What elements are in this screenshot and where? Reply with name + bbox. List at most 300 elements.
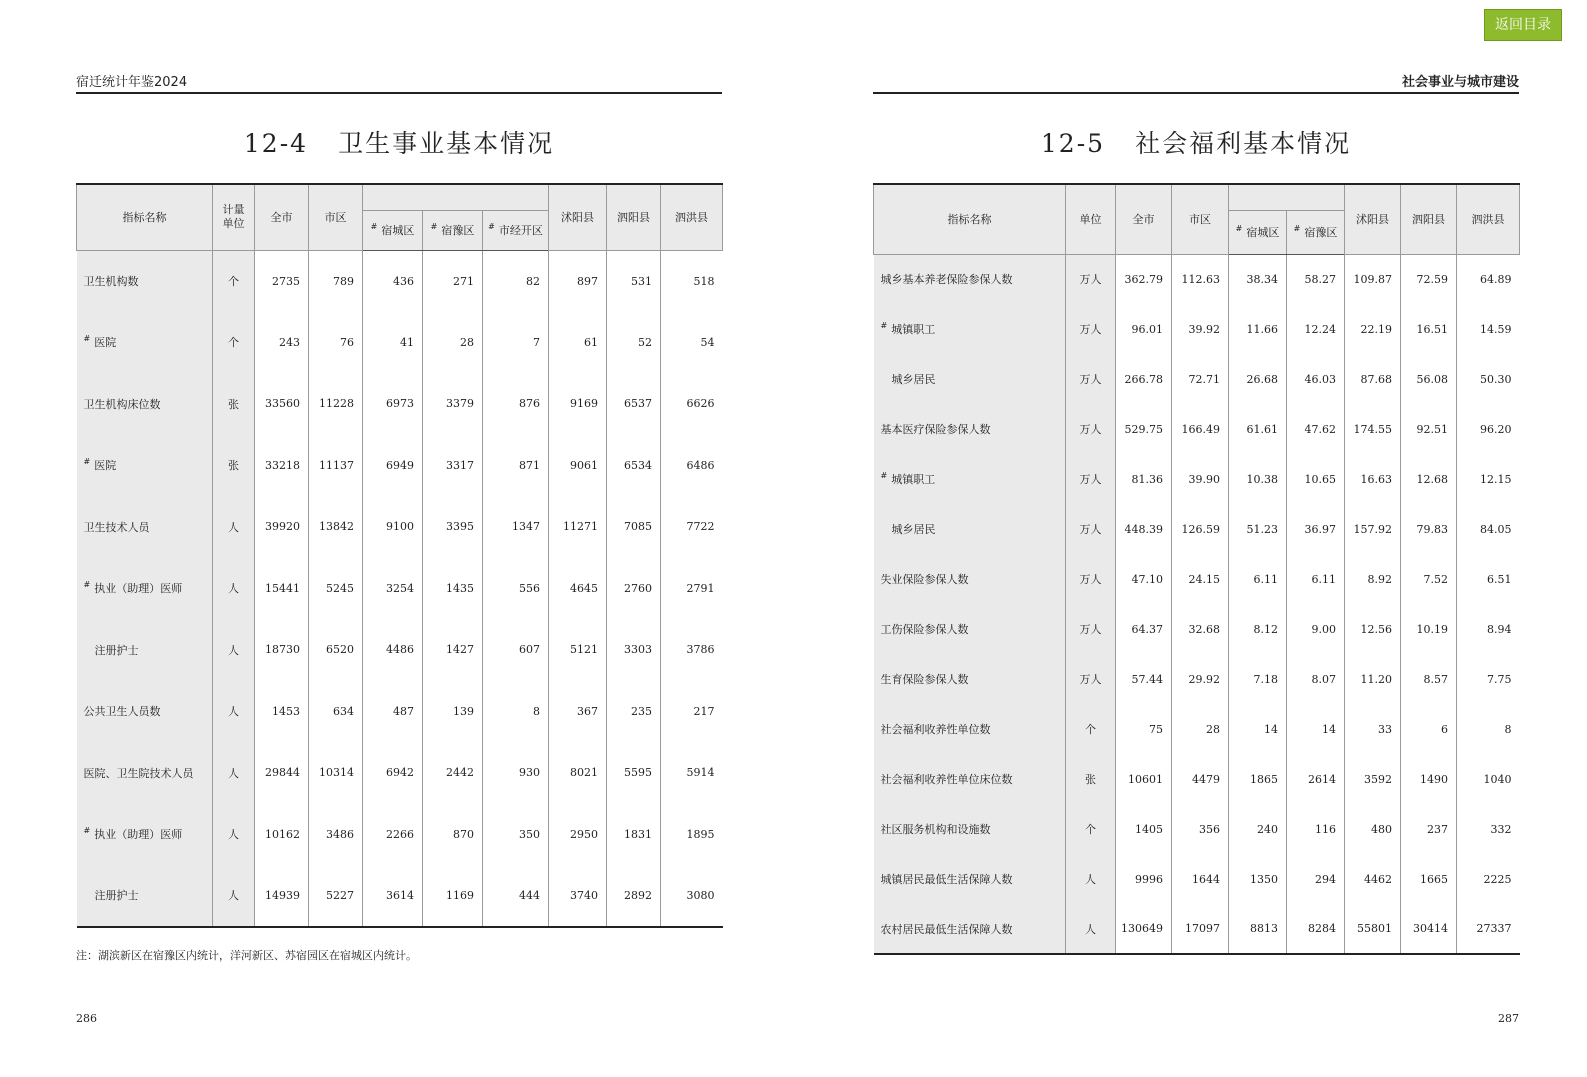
- cell-value: 7085: [607, 496, 661, 558]
- cell-value: 11271: [549, 496, 607, 558]
- row-label-text: 医院: [94, 336, 117, 350]
- cell-value: 139: [423, 681, 483, 743]
- cell-value: 2892: [607, 865, 661, 927]
- cell-value: 3080: [661, 865, 723, 927]
- cell-value: 4486: [363, 619, 423, 681]
- cell-value: 61.61: [1229, 404, 1287, 454]
- row-label-text: 城镇职工: [891, 323, 936, 336]
- header-unit: 单位: [1066, 184, 1116, 254]
- cell-value: 3740: [549, 865, 607, 927]
- table-row: [77, 681, 723, 743]
- cell-value: 607: [483, 619, 549, 681]
- row-label-text: 社会福利收养性单位床位数: [880, 773, 1013, 786]
- cell-value: 3317: [423, 435, 483, 497]
- cell-value: 58.27: [1287, 254, 1345, 304]
- table-row: [77, 312, 723, 374]
- row-unit: 万人: [1066, 454, 1116, 504]
- cell-value: 47.10: [1116, 554, 1172, 604]
- table-title-12-5: [873, 124, 1519, 160]
- row-unit: 张: [213, 373, 255, 435]
- row-label-text: 注册护士: [94, 643, 139, 657]
- sub-item-marker: #: [880, 321, 888, 330]
- table-row: [77, 435, 723, 497]
- cell-value: 16.51: [1401, 304, 1457, 354]
- cell-value: 13842: [309, 496, 363, 558]
- right-page: [873, 0, 1519, 1077]
- row-label: [77, 250, 213, 312]
- cell-value: 930: [483, 742, 549, 804]
- cell-value: 79.83: [1401, 504, 1457, 554]
- cell-value: 15441: [255, 558, 309, 620]
- table-row: [77, 250, 723, 312]
- cell-value: 350: [483, 804, 549, 866]
- sub-marker: #: [370, 222, 378, 231]
- cell-value: 39.90: [1172, 454, 1229, 504]
- cell-value: 876: [483, 373, 549, 435]
- row-label-text: 卫生机构数: [83, 275, 139, 288]
- row-label: [874, 654, 1066, 704]
- table-number: 12-5: [1040, 129, 1106, 158]
- cell-value: 51.23: [1229, 504, 1287, 554]
- cell-value: 14: [1229, 704, 1287, 754]
- cell-value: 9100: [363, 496, 423, 558]
- cell-value: 27337: [1457, 904, 1520, 954]
- row-unit: 人: [1066, 854, 1116, 904]
- sub-marker: #: [488, 222, 495, 231]
- health-table: [76, 183, 723, 928]
- table-row: [874, 854, 1520, 904]
- cell-value: 518: [661, 250, 723, 312]
- cell-value: 28: [1172, 704, 1229, 754]
- cell-value: 96.01: [1116, 304, 1172, 354]
- cell-value: 96.20: [1457, 404, 1520, 454]
- cell-value: 55801: [1345, 904, 1401, 954]
- row-label-text: 城乡居民: [891, 373, 936, 386]
- cell-value: 1865: [1229, 754, 1287, 804]
- row-label: [874, 404, 1066, 454]
- row-unit: 万人: [1066, 404, 1116, 454]
- table-title-text: 卫生事业基本情况: [338, 129, 555, 158]
- cell-value: 2950: [549, 804, 607, 866]
- row-label: [77, 619, 213, 681]
- row-label-text: 城乡居民: [891, 523, 936, 536]
- cell-value: 10.65: [1287, 454, 1345, 504]
- cell-value: 109.87: [1345, 254, 1401, 304]
- cell-value: 16.63: [1345, 454, 1401, 504]
- cell-value: 112.63: [1172, 254, 1229, 304]
- cell-value: 64.89: [1457, 254, 1520, 304]
- cell-value: 14939: [255, 865, 309, 927]
- row-label-text: 执业（助理）医师: [94, 828, 183, 842]
- row-unit: 人: [213, 496, 255, 558]
- cell-value: 480: [1345, 804, 1401, 854]
- cell-value: 33: [1345, 704, 1401, 754]
- cell-value: 6973: [363, 373, 423, 435]
- table-row: [77, 619, 723, 681]
- cell-value: 8.57: [1401, 654, 1457, 704]
- cell-value: 444: [483, 865, 549, 927]
- cell-value: 531: [607, 250, 661, 312]
- header-shuyang: 沭阳县: [549, 184, 607, 250]
- row-unit: 人: [213, 742, 255, 804]
- cell-value: 126.59: [1172, 504, 1229, 554]
- cell-value: 39920: [255, 496, 309, 558]
- cell-value: 72.59: [1401, 254, 1457, 304]
- cell-value: 1347: [483, 496, 549, 558]
- row-unit: 人: [213, 681, 255, 743]
- left-page: [76, 0, 722, 1077]
- row-unit: 张: [213, 435, 255, 497]
- row-unit: 人: [213, 619, 255, 681]
- cell-value: 4645: [549, 558, 607, 620]
- row-label: [874, 854, 1066, 904]
- table-row: [874, 754, 1520, 804]
- row-label: [77, 496, 213, 558]
- cell-value: 2760: [607, 558, 661, 620]
- cell-value: 487: [363, 681, 423, 743]
- header-urban: 市区: [309, 184, 363, 250]
- cell-value: 7: [483, 312, 549, 374]
- table-row: [874, 704, 1520, 754]
- sub-item-marker: #: [83, 826, 91, 836]
- cell-value: 174.55: [1345, 404, 1401, 454]
- cell-value: 243: [255, 312, 309, 374]
- cell-value: 367: [549, 681, 607, 743]
- cell-value: 332: [1457, 804, 1520, 854]
- cell-value: 92.51: [1401, 404, 1457, 454]
- cell-value: 3303: [607, 619, 661, 681]
- row-label: [874, 704, 1066, 754]
- cell-value: 5227: [309, 865, 363, 927]
- cell-value: 11.66: [1229, 304, 1287, 354]
- header-suyu: [1287, 210, 1345, 254]
- table-row: [874, 304, 1520, 354]
- cell-value: 3786: [661, 619, 723, 681]
- cell-value: 6942: [363, 742, 423, 804]
- row-label-text: 医院、卫生院技术人员: [83, 766, 194, 780]
- cell-value: 3592: [1345, 754, 1401, 804]
- cell-value: 36.97: [1287, 504, 1345, 554]
- sub-item-marker: #: [83, 580, 91, 590]
- header-unit-text: 计量单位: [222, 203, 245, 231]
- table-row: [874, 654, 1520, 704]
- row-unit: 张: [1066, 754, 1116, 804]
- row-label-text: 基本医疗保险参保人数: [880, 423, 991, 436]
- row-unit: 个: [213, 250, 255, 312]
- cell-value: 8813: [1229, 904, 1287, 954]
- cell-value: 28: [423, 312, 483, 374]
- row-label-text: 社区服务机构和设施数: [880, 823, 991, 836]
- header-indicator: 指标名称: [874, 184, 1066, 254]
- cell-value: 157.92: [1345, 504, 1401, 554]
- table-row: [874, 504, 1520, 554]
- cell-value: 789: [309, 250, 363, 312]
- cell-value: 41: [363, 312, 423, 374]
- row-unit: 人: [213, 558, 255, 620]
- cell-value: 1665: [1401, 854, 1457, 904]
- cell-value: 54: [661, 312, 723, 374]
- cell-value: 3379: [423, 373, 483, 435]
- cell-value: 362.79: [1116, 254, 1172, 304]
- cell-value: 1453: [255, 681, 309, 743]
- cell-value: 14.59: [1457, 304, 1520, 354]
- cell-value: 116: [1287, 804, 1345, 854]
- cell-value: 9.00: [1287, 604, 1345, 654]
- page-number-right: 287: [1498, 1012, 1519, 1025]
- cell-value: 32.68: [1172, 604, 1229, 654]
- cell-value: 240: [1229, 804, 1287, 854]
- cell-value: 76: [309, 312, 363, 374]
- row-label: [77, 804, 213, 866]
- cell-value: 266.78: [1116, 354, 1172, 404]
- cell-value: 61: [549, 312, 607, 374]
- row-label: [874, 604, 1066, 654]
- sub-item-marker: #: [83, 334, 91, 344]
- cell-value: 11137: [309, 435, 363, 497]
- header-total: 全市: [1116, 184, 1172, 254]
- cell-value: 1169: [423, 865, 483, 927]
- table-row: [874, 604, 1520, 654]
- row-label-text: 公共卫生人员数: [83, 705, 161, 719]
- cell-value: 4479: [1172, 754, 1229, 804]
- row-unit: 个: [1066, 804, 1116, 854]
- cell-value: 47.62: [1287, 404, 1345, 454]
- chapter-title: 社会事业与城市建设: [1401, 75, 1519, 90]
- header-sucheng-text: 宿城区: [1246, 226, 1280, 239]
- header-sucheng-text: 宿城区: [381, 224, 415, 237]
- cell-value: 10162: [255, 804, 309, 866]
- cell-value: 6626: [661, 373, 723, 435]
- cell-value: 2735: [255, 250, 309, 312]
- running-head-right: [873, 76, 1519, 94]
- row-unit: 万人: [1066, 254, 1116, 304]
- row-unit: 万人: [1066, 304, 1116, 354]
- row-label: [77, 742, 213, 804]
- row-unit: 个: [213, 312, 255, 374]
- cell-value: 9061: [549, 435, 607, 497]
- sub-item-marker: #: [880, 471, 888, 480]
- row-label-text: 卫生机构床位数: [83, 397, 161, 411]
- cell-value: 8.12: [1229, 604, 1287, 654]
- header-suyu: [423, 210, 483, 250]
- cell-value: 11228: [309, 373, 363, 435]
- cell-value: 237: [1401, 804, 1457, 854]
- sub-item-marker: #: [83, 457, 91, 467]
- row-label: [77, 865, 213, 927]
- header-kaifaqu-text: 市经开区: [498, 224, 543, 237]
- cell-value: 6.51: [1457, 554, 1520, 604]
- cell-value: 81.36: [1116, 454, 1172, 504]
- table-row: [874, 554, 1520, 604]
- cell-value: 12.56: [1345, 604, 1401, 654]
- cell-value: 12.68: [1401, 454, 1457, 504]
- cell-value: 87.68: [1345, 354, 1401, 404]
- cell-value: 8.07: [1287, 654, 1345, 704]
- cell-value: 30414: [1401, 904, 1457, 954]
- cell-value: 5245: [309, 558, 363, 620]
- cell-value: 24.15: [1172, 554, 1229, 604]
- sub-marker: #: [430, 222, 438, 231]
- header-sucheng: [363, 210, 423, 250]
- header-urban-subgroup: [363, 184, 549, 210]
- header-sucheng: [1229, 210, 1287, 254]
- row-label: [77, 373, 213, 435]
- cell-value: 1435: [423, 558, 483, 620]
- cell-value: 1040: [1457, 754, 1520, 804]
- cell-value: 84.05: [1457, 504, 1520, 554]
- cell-value: 294: [1287, 854, 1345, 904]
- row-label: [874, 754, 1066, 804]
- running-head-left: [76, 76, 722, 94]
- cell-value: 10601: [1116, 754, 1172, 804]
- row-label: [874, 254, 1066, 304]
- row-label-text: 工伤保险参保人数: [880, 623, 969, 636]
- cell-value: 5121: [549, 619, 607, 681]
- row-unit: 人: [213, 865, 255, 927]
- table-title-text: 社会福利基本情况: [1135, 129, 1352, 158]
- cell-value: 2791: [661, 558, 723, 620]
- cell-value: 356: [1172, 804, 1229, 854]
- header-sihong: 泗洪县: [1457, 184, 1520, 254]
- cell-value: 6949: [363, 435, 423, 497]
- cell-value: 12.15: [1457, 454, 1520, 504]
- row-label-text: 城镇职工: [891, 473, 936, 486]
- header-urban: 市区: [1172, 184, 1229, 254]
- header-shuyang: 沭阳县: [1345, 184, 1401, 254]
- cell-value: 72.71: [1172, 354, 1229, 404]
- row-unit: 万人: [1066, 504, 1116, 554]
- row-label-text: 城镇居民最低生活保障人数: [880, 873, 1013, 886]
- row-label-text: 农村居民最低生活保障人数: [880, 922, 1013, 936]
- sub-marker: #: [1235, 224, 1243, 233]
- cell-value: 8.94: [1457, 604, 1520, 654]
- cell-value: 8: [1457, 704, 1520, 754]
- cell-value: 2225: [1457, 854, 1520, 904]
- cell-value: 1490: [1401, 754, 1457, 804]
- table-row: [77, 373, 723, 435]
- row-label: [77, 435, 213, 497]
- cell-value: 9996: [1116, 854, 1172, 904]
- welfare-table: [873, 183, 1520, 955]
- row-unit: 万人: [1066, 654, 1116, 704]
- cell-value: 6537: [607, 373, 661, 435]
- cell-value: 3614: [363, 865, 423, 927]
- sub-marker: #: [1293, 224, 1301, 233]
- cell-value: 11.20: [1345, 654, 1401, 704]
- row-unit: 人: [213, 804, 255, 866]
- cell-value: 6: [1401, 704, 1457, 754]
- cell-value: 6534: [607, 435, 661, 497]
- cell-value: 52: [607, 312, 661, 374]
- yearbook-title: 宿迁统计年鉴2024: [76, 75, 188, 90]
- cell-value: 56.08: [1401, 354, 1457, 404]
- cell-value: 870: [423, 804, 483, 866]
- table-row: [77, 804, 723, 866]
- cell-value: 556: [483, 558, 549, 620]
- cell-value: 10.19: [1401, 604, 1457, 654]
- cell-value: 217: [661, 681, 723, 743]
- table-row: [77, 742, 723, 804]
- row-label: [874, 504, 1066, 554]
- row-unit: 万人: [1066, 554, 1116, 604]
- cell-value: 64.37: [1116, 604, 1172, 654]
- row-label-text: 医院: [94, 459, 117, 473]
- cell-value: 17097: [1172, 904, 1229, 954]
- header-total: 全市: [255, 184, 309, 250]
- cell-value: 130649: [1116, 904, 1172, 954]
- table-row: [77, 558, 723, 620]
- cell-value: 18730: [255, 619, 309, 681]
- row-label-text: 生育保险参保人数: [880, 673, 969, 686]
- row-label: [77, 558, 213, 620]
- cell-value: 82: [483, 250, 549, 312]
- cell-value: 9169: [549, 373, 607, 435]
- cell-value: 6520: [309, 619, 363, 681]
- cell-value: 897: [549, 250, 607, 312]
- cell-value: 6.11: [1229, 554, 1287, 604]
- cell-value: 3486: [309, 804, 363, 866]
- cell-value: 8.92: [1345, 554, 1401, 604]
- header-unit: [213, 184, 255, 250]
- table-row: [874, 454, 1520, 504]
- cell-value: 29.92: [1172, 654, 1229, 704]
- cell-value: 12.24: [1287, 304, 1345, 354]
- cell-value: 10.38: [1229, 454, 1287, 504]
- cell-value: 5595: [607, 742, 661, 804]
- cell-value: 1831: [607, 804, 661, 866]
- header-suyu-text: 宿豫区: [1304, 226, 1338, 239]
- back-to-contents-button[interactable]: 返回目录: [1484, 9, 1562, 41]
- cell-value: 3395: [423, 496, 483, 558]
- table-row: [874, 354, 1520, 404]
- row-label: [77, 312, 213, 374]
- cell-value: 3254: [363, 558, 423, 620]
- row-label: [874, 454, 1066, 504]
- cell-value: 8021: [549, 742, 607, 804]
- header-sihong: 泗洪县: [661, 184, 723, 250]
- cell-value: 7.75: [1457, 654, 1520, 704]
- cell-value: 271: [423, 250, 483, 312]
- row-label-text: 失业保险参保人数: [880, 573, 969, 586]
- cell-value: 50.30: [1457, 354, 1520, 404]
- header-siyang: 泗阳县: [607, 184, 661, 250]
- row-label: [874, 354, 1066, 404]
- cell-value: 7722: [661, 496, 723, 558]
- header-kaifaqu: [483, 210, 549, 250]
- cell-value: 29844: [255, 742, 309, 804]
- table-row: [874, 804, 1520, 854]
- cell-value: 2266: [363, 804, 423, 866]
- cell-value: 436: [363, 250, 423, 312]
- cell-value: 7.52: [1401, 554, 1457, 604]
- cell-value: 39.92: [1172, 304, 1229, 354]
- cell-value: 2614: [1287, 754, 1345, 804]
- cell-value: 46.03: [1287, 354, 1345, 404]
- cell-value: 166.49: [1172, 404, 1229, 454]
- cell-value: 75: [1116, 704, 1172, 754]
- cell-value: 26.68: [1229, 354, 1287, 404]
- cell-value: 1405: [1116, 804, 1172, 854]
- cell-value: 38.34: [1229, 254, 1287, 304]
- row-label: [874, 554, 1066, 604]
- table-row: [77, 496, 723, 558]
- cell-value: 5914: [661, 742, 723, 804]
- cell-value: 57.44: [1116, 654, 1172, 704]
- cell-value: 22.19: [1345, 304, 1401, 354]
- cell-value: 529.75: [1116, 404, 1172, 454]
- page-number-left: 286: [76, 1012, 97, 1025]
- row-unit: 个: [1066, 704, 1116, 754]
